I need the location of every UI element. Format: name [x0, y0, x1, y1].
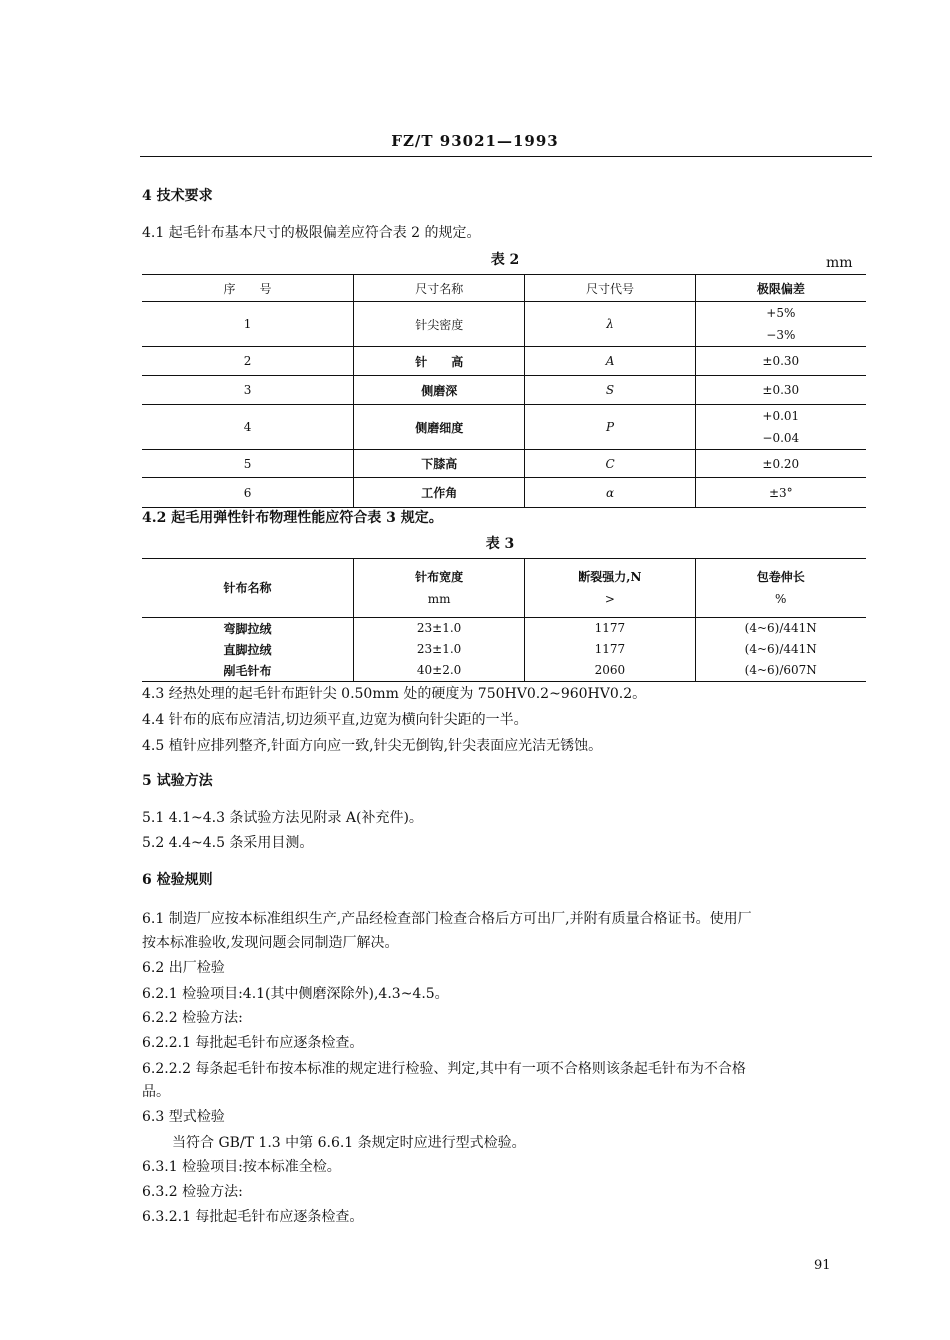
elongation: (4~6)/607N	[695, 660, 866, 682]
table-row	[142, 660, 866, 682]
table-2-header-row	[142, 275, 866, 302]
section-5-title: 5 试验方法	[142, 773, 213, 789]
section-6-title: 6 检验规则	[142, 872, 213, 888]
fabric-width: 40±2.0	[353, 660, 524, 682]
table-row	[142, 618, 866, 639]
section-4-title: 4 技术要求	[142, 188, 213, 204]
row-number: 6	[142, 478, 354, 508]
clause-5-2: 5.2 4.4~4.5 条采用目测。	[142, 835, 314, 851]
clause-4-3: 4.3 经热处理的起毛针布距针尖 0.50mm 处的硬度为 750HV0.2~960HV0.2。	[142, 686, 647, 702]
table-3-caption: 表 3	[485, 536, 515, 552]
clause-4-5: 4.5 植针应排列整齐,针面方向应一致,针尖无倒钩,针尖表面应光洁无锈蚀。	[142, 738, 603, 754]
row-number: 2	[142, 347, 354, 376]
dimension-name: 侧磨深	[354, 376, 525, 405]
clause-6-3-2-1: 6.3.2.1 每批起毛针布应逐条检查。	[142, 1209, 364, 1225]
header-unit: >	[604, 592, 615, 606]
table-2-header-cell: 尺寸代号	[525, 275, 695, 302]
tolerance-upper: +0.01	[762, 409, 800, 423]
fabric-width: 23±1.0	[353, 618, 524, 639]
table-2	[142, 274, 866, 508]
table-2-header-cell: 尺寸名称	[354, 275, 525, 302]
header-line: 针布宽度	[415, 570, 464, 584]
clause-6-3-2: 6.3.2 检验方法:	[142, 1184, 243, 1200]
clause-6-1-line-2: 按本标准验收,发现问题会同制造厂解决。	[142, 935, 399, 951]
tolerance: ±0.30	[695, 347, 866, 376]
clause-6-2-2-2-line-2: 品。	[142, 1084, 170, 1100]
page-number: 91	[814, 1258, 831, 1273]
table-3-header-cell	[142, 559, 353, 618]
tolerance: ±0.30	[695, 376, 866, 405]
row-number: 1	[142, 302, 354, 347]
dimension-code: P	[525, 405, 695, 450]
tolerance-upper: +5%	[766, 306, 796, 320]
table-3-header-cell	[695, 559, 866, 618]
clause-6-2: 6.2 出厂检验	[142, 960, 225, 976]
header-line: 针布名称	[223, 581, 272, 595]
table-3	[142, 558, 866, 682]
clause-6-2-2: 6.2.2 检验方法:	[142, 1010, 243, 1026]
dimension-name: 侧磨细度	[354, 405, 525, 450]
fabric-name: 直脚拉绒	[223, 642, 272, 657]
elongation: (4~6)/441N	[695, 618, 866, 639]
dimension-name: 下膝高	[354, 450, 525, 478]
breaking-strength: 2060	[525, 660, 695, 682]
dimension-code: A	[525, 347, 695, 376]
clause-6-1-line-1: 6.1 制造厂应按本标准组织生产,产品经检查部门检查合格后方可出厂,并附有质量合格证书。使用厂	[142, 911, 752, 927]
tolerance-lower: −3%	[766, 328, 796, 342]
tolerance-lower: −0.04	[762, 431, 800, 445]
table-row	[142, 405, 866, 450]
tolerance	[695, 302, 866, 347]
dimension-code: C	[525, 450, 695, 478]
table-3-header-cell	[525, 559, 695, 618]
clause-6-3-1: 6.3.1 检验项目:按本标准全检。	[142, 1159, 341, 1175]
table-row	[142, 639, 866, 660]
dimension-name: 工作角	[354, 478, 525, 508]
header-rule	[140, 156, 872, 157]
table-2-header-cell: 极限偏差	[695, 275, 866, 302]
clause-6-2-2-2-line-1: 6.2.2.2 每条起毛针布按本标准的规定进行检验、判定,其中有一项不合格则该条起毛针布为不合格	[142, 1061, 746, 1077]
table-row	[142, 302, 866, 347]
clause-6-2-1: 6.2.1 检验项目:4.1(其中侧磨深除外),4.3~4.5。	[142, 986, 449, 1002]
clause-5-1: 5.1 4.1~4.3 条试验方法见附录 A(补充件)。	[142, 810, 423, 826]
table-row	[142, 376, 866, 405]
breaking-strength: 1177	[525, 639, 695, 660]
clause-4-1: 4.1 起毛针布基本尺寸的极限偏差应符合表 2 的规定。	[142, 225, 481, 241]
dimension-code: λ	[525, 302, 695, 347]
row-number: 4	[142, 405, 354, 450]
table-row	[142, 347, 866, 376]
header-unit: %	[775, 592, 787, 606]
table-3-header-row	[142, 559, 866, 618]
breaking-strength: 1177	[525, 618, 695, 639]
dimension-code: α	[525, 478, 695, 508]
clause-4-2: 4.2 起毛用弹性针布物理性能应符合表 3 规定。	[142, 510, 443, 526]
fabric-name: 剐毛针布	[223, 663, 272, 678]
tolerance	[695, 405, 866, 450]
standard-number: FZ/T 93021—1993	[391, 132, 559, 150]
row-number: 5	[142, 450, 354, 478]
clause-6-3-body: 当符合 GB/T 1.3 中第 6.6.1 条规定时应进行型式检验。	[172, 1135, 526, 1151]
header-unit: mm	[427, 592, 451, 606]
clause-4-4: 4.4 针布的底布应清洁,切边须平直,边宽为横向针尖距的一半。	[142, 712, 528, 728]
fabric-width: 23±1.0	[353, 639, 524, 660]
fabric-name: 弯脚拉绒	[223, 621, 272, 636]
elongation: (4~6)/441N	[695, 639, 866, 660]
dimension-name: 针尖密度	[354, 302, 525, 347]
table-2-header-cell: 序 号	[142, 275, 354, 302]
clause-6-3: 6.3 型式检验	[142, 1109, 225, 1125]
tolerance: ±0.20	[695, 450, 866, 478]
row-number: 3	[142, 376, 354, 405]
table-2-caption: 表 2	[490, 252, 520, 268]
header-line: 断裂强力,N	[578, 570, 642, 584]
table-row	[142, 450, 866, 478]
dimension-code: S	[525, 376, 695, 405]
table-3-header-cell	[353, 559, 524, 618]
dimension-name: 针 高	[354, 347, 525, 376]
table-row	[142, 478, 866, 508]
clause-6-2-2-1: 6.2.2.1 每批起毛针布应逐条检查。	[142, 1035, 364, 1051]
table-2-unit: mm	[826, 255, 853, 271]
header-line: 包卷伸长	[756, 570, 805, 584]
tolerance: ±3°	[695, 478, 866, 508]
